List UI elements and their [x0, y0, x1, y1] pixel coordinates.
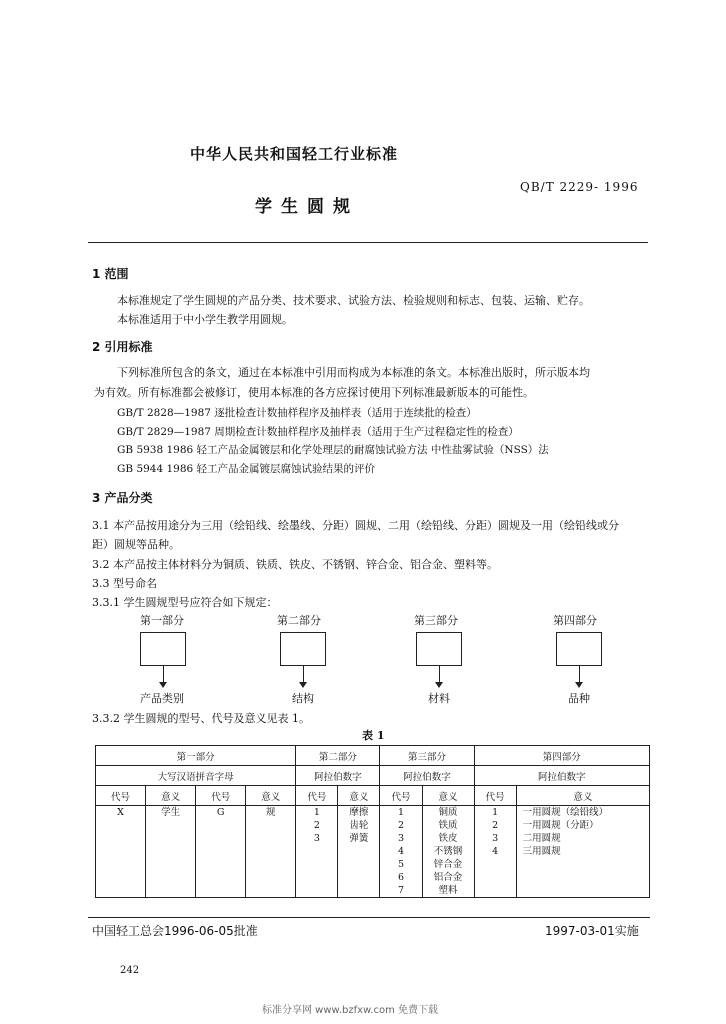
diagram-output-label: 品种 — [568, 692, 590, 705]
meaning-value: 不锈钢 — [433, 846, 463, 857]
diagram-box — [416, 632, 462, 666]
table-cell — [516, 806, 649, 898]
table-cell — [246, 806, 296, 898]
code-value: 2 — [313, 820, 320, 831]
table-group-header: 第三部分 — [380, 746, 474, 766]
column-header: 代号 — [474, 786, 516, 806]
document-title: 学生圆规 — [255, 197, 359, 217]
code-value: 3 — [492, 833, 499, 844]
table-cell — [380, 806, 422, 898]
table-cell — [474, 806, 516, 898]
diagram-box — [140, 632, 186, 666]
meaning-value: 铜质 — [438, 807, 458, 818]
code-value: X — [117, 807, 124, 818]
meaning-value: 一用圆规（分距） — [522, 820, 599, 831]
meaning-value: 一用圆规（绘铅线） — [522, 807, 609, 818]
clause-3-3-1: 3.3.1 学生圆规型号应符合如下规定： — [92, 596, 278, 609]
diagram-output-label: 结构 — [292, 692, 314, 705]
meaning-value: 二用圆规 — [522, 833, 561, 844]
section-2-paragraph-line-2: 为有效。所有标准都会被修订，使用本标准的各方应探讨使用下列标准最新版本的可能性。 — [94, 386, 534, 399]
table-cell — [196, 806, 246, 898]
section-2-heading: 2 引用标准 — [92, 340, 153, 354]
table-cell — [422, 806, 474, 898]
diagram-part-label: 第一部分 — [140, 614, 184, 627]
diagram-arrow-line — [439, 666, 440, 683]
code-value: 3 — [313, 833, 320, 844]
clause-3-3-2: 3.3.2 学生圆规的型号、代号及意义见表 1。 — [92, 712, 310, 725]
reference-item: GB/T 2829—1987 周期检查计数抽样程序及抽样表（适用于生产过程稳定性的检查） — [117, 426, 519, 438]
code-value: 3 — [397, 833, 404, 844]
diagram-output-label: 材料 — [428, 692, 450, 705]
table-group-header: 第四部分 — [474, 746, 649, 766]
table-cell — [338, 806, 380, 898]
table-group-header: 第一部分 — [96, 746, 296, 766]
table-cell — [146, 806, 196, 898]
code-value: 2 — [397, 820, 404, 831]
section-1-paragraph-2: 本标准适用于中小学生教学用圆规。 — [117, 313, 293, 326]
table-type-row — [96, 766, 650, 786]
diagram-arrow-line — [579, 666, 580, 683]
clause-3-1-line-1: 3.1 本产品按用途分为三用（绘铅线、绘墨线、分距）圆规、二用（绘铅线、分距）圆规及一用（绘铅线或分 — [92, 519, 619, 532]
meaning-value: 三用圆规 — [522, 846, 561, 857]
code-value: 5 — [397, 859, 404, 870]
arrow-down-icon — [299, 682, 307, 688]
diagram-part-label: 第三部分 — [414, 614, 458, 627]
section-1-heading: 1 范围 — [92, 267, 129, 281]
meaning-value: 锌合金 — [433, 859, 463, 870]
reference-item: GB 5938 1986 轻工产品金属镀层和化学处理层的耐腐蚀试验方法 中性盐雾试验（NSS）法 — [117, 444, 549, 456]
diagram-box — [556, 632, 602, 666]
issuer-title: 中华人民共和国轻工行业标准 — [190, 145, 399, 163]
column-header: 代号 — [96, 786, 146, 806]
page-number: 242 — [120, 965, 140, 976]
reference-item: GB 5944 1986 轻工产品金属镀层腐蚀试验结果的评价 — [117, 463, 376, 475]
table-type-cell: 阿拉伯数字 — [380, 766, 474, 786]
code-value: 1 — [313, 807, 320, 818]
meaning-value: 学生 — [161, 807, 181, 818]
table-group-header: 第二部分 — [296, 746, 380, 766]
footer-rule — [88, 917, 650, 918]
code-value: 1 — [397, 807, 404, 818]
column-header: 代号 — [380, 786, 422, 806]
column-header: 意义 — [516, 786, 649, 806]
code-value: 4 — [397, 846, 404, 857]
watermark-text: 标准分享网 www.bzfxw.com 免费下载 — [262, 1005, 438, 1016]
column-header: 意义 — [338, 786, 380, 806]
meaning-value: 摩擦 — [349, 807, 369, 818]
diagram-arrow-line — [303, 666, 304, 683]
meaning-value: 弹簧 — [349, 833, 369, 844]
table-cell — [96, 806, 146, 898]
table-data-row — [96, 806, 650, 898]
section-1-paragraph-1: 本标准规定了学生圆规的产品分类、技术要求、试验方法、检验规则和标志、包装、运输、贮存。 — [117, 294, 590, 307]
section-3-heading: 3 产品分类 — [92, 491, 153, 505]
diagram-arrow-line — [163, 666, 164, 683]
clause-3-3: 3.3 型号命名 — [92, 577, 157, 590]
column-header: 意义 — [422, 786, 474, 806]
table-caption: 表 1 — [362, 729, 385, 742]
clause-3-2: 3.2 本产品按主体材料分为铜质、铁质、铁皮、不锈钢、锌合金、铝合金、塑料等。 — [92, 558, 498, 571]
diagram-part-label: 第四部分 — [553, 614, 597, 627]
column-header: 意义 — [246, 786, 296, 806]
table-type-cell: 大写汉语拼音字母 — [96, 766, 296, 786]
code-value: G — [216, 807, 225, 818]
meaning-value: 规 — [266, 807, 276, 818]
column-header: 代号 — [296, 786, 338, 806]
code-value: 6 — [397, 872, 404, 883]
clause-3-1-line-2: 距）圆规等品种。 — [92, 538, 180, 551]
column-header: 代号 — [196, 786, 246, 806]
header-rule — [88, 242, 648, 243]
column-header: 意义 — [146, 786, 196, 806]
meaning-value: 铁皮 — [438, 833, 458, 844]
arrow-down-icon — [575, 682, 583, 688]
approval-date: 中国轻工总会1996-06-05批准 — [92, 924, 258, 938]
code-value: 1 — [492, 807, 499, 818]
reference-item: GB/T 2828—1987 逐批检查计数抽样程序及抽样表（适用于连续批的检查） — [117, 407, 477, 419]
diagram-output-label: 产品类别 — [140, 692, 184, 705]
table-type-cell: 阿拉伯数字 — [296, 766, 380, 786]
table-column-header-row — [96, 786, 650, 806]
diagram-part-label: 第二部分 — [277, 614, 321, 627]
meaning-value: 齿轮 — [349, 820, 369, 831]
meaning-value: 铝合金 — [433, 872, 463, 883]
table-cell — [296, 806, 338, 898]
arrow-down-icon — [159, 682, 167, 688]
model-code-table — [95, 745, 650, 898]
code-value: 7 — [397, 885, 404, 896]
meaning-value: 塑料 — [438, 885, 458, 896]
standard-code: QB/T 2229- 1996 — [520, 180, 639, 194]
table-type-cell: 阿拉伯数字 — [474, 766, 649, 786]
section-2-paragraph-line-1: 下列标准所包含的条文，通过在本标准中引用而构成为本标准的条文。本标准出版时，所示版本均 — [117, 366, 590, 379]
code-value: 4 — [492, 846, 499, 857]
code-value: 2 — [492, 820, 499, 831]
meaning-value: 铁质 — [438, 820, 458, 831]
effective-date: 1997-03-01实施 — [545, 924, 639, 938]
diagram-box — [280, 632, 326, 666]
arrow-down-icon — [435, 682, 443, 688]
table-group-row — [96, 746, 650, 766]
